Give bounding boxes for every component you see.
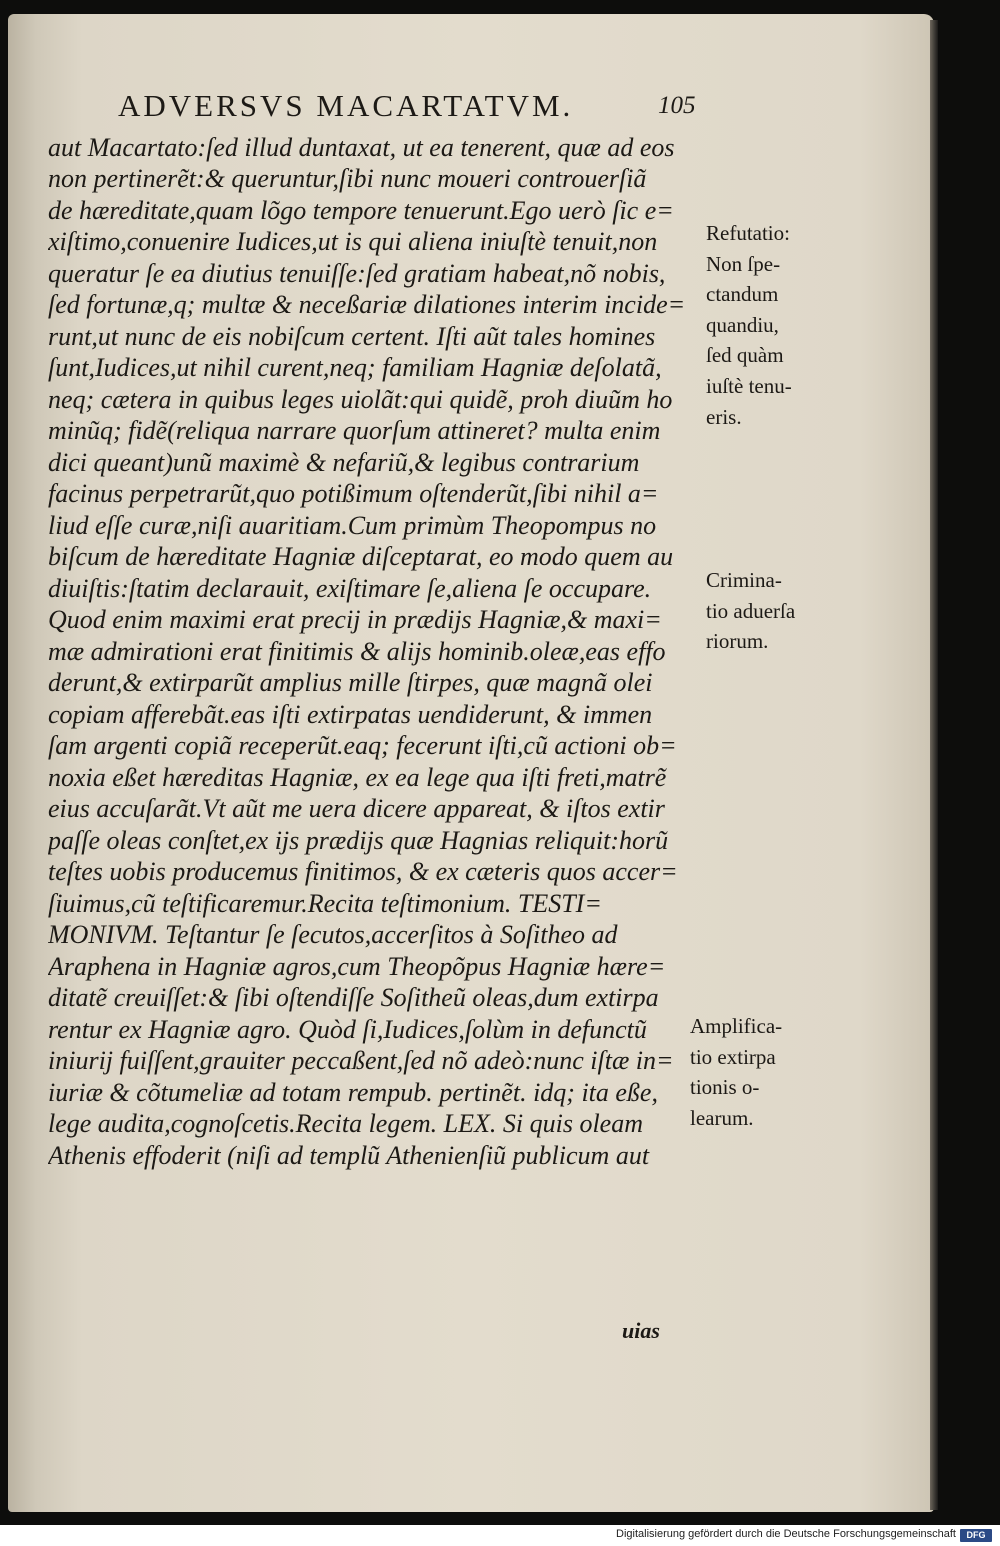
margin-note-line: tio extirpa [690,1044,776,1069]
margin-note-line: quandiu, [706,312,779,337]
text-line: ſed fortunæ,q; multæ & neceßariæ dilationes interim incide= [48,290,686,319]
margin-note-line: Refutatio: [706,221,790,245]
text-line: iniurij fuiſſent,grauiter peccaßent,ſed nõ adeò:nunc iſtæ in= [48,1046,674,1075]
text-line: ſam argenti copiã receperũt.eaq; fecerunt iſti,cũ actioni ob= [48,731,677,760]
margin-note-line: ctandum [706,282,779,307]
dfg-logo-icon[interactable]: DFG [960,1529,992,1542]
text-line: eius accuſarãt.Vt aũt me uera dicere appareat, & iſtos extir [48,794,665,823]
text-line: dici queant)unũ maximè & nefariũ,& legibus contrarium [48,448,640,477]
text-line: copiam afferebãt.eas iſti extirpatas uendiderunt, & immen [48,700,653,729]
text-line: minũq; fidẽ(reliqua narrare quorſum attineret? multa enim [48,416,661,445]
margin-note-line: Amplifica- [690,1014,783,1038]
margin-note-line: riorum. [706,629,769,654]
margin-note-line: Non ſpe- [706,251,781,276]
text-line: queratur ſe ea diutius tenuiſſe:ſed gratiam habeat,nõ nobis, [48,259,666,288]
page-number: 105 [658,92,696,119]
text-line: ſiuimus,cũ teſtificaremur.Recita teſtimonium. TESTI= [48,889,602,918]
text-line: MONIVM. Teſtantur ſe ſecutos,accerſitos à Soſitheo ad [48,920,618,949]
text-line: Araphena in Hagniæ agros,cum Theopõpus Hagniæ hære= [48,952,666,981]
text-line: derunt,& extirparũt amplius mille ſtirpes, quæ magnã olei [48,668,653,697]
text-line: Quod enim maximi erat precij in prædijs Hagniæ,& maxi= [48,605,662,634]
text-line: liud eſſe curæ,niſi auaritiam.Cum primùm Theopompus no [48,511,657,540]
text-line: de hæreditate,quam lõgo tempore tenuerunt.Ego uerò ſic e= [48,196,674,225]
margin-note-line: eris. [706,404,742,429]
text-line: mæ admirationi erat finitimis & alijs hominib.oleæ,eas effo [48,637,666,666]
text-line: ditatẽ creuiſſet:& ſibi oſtendiſſe Soſitheũ oleas,dum extirpa [48,983,659,1012]
text-line: noxia eßet hæreditas Hagniæ, ex ea lege qua iſti freti,matrẽ [48,763,667,792]
margin-note-line: learum. [690,1105,754,1130]
text-line: aut Macartato:ſed illud duntaxat, ut ea tenerent, quæ ad eos [48,133,675,162]
text-line: xiſtimo,conuenire Iudices,ut is qui aliena iniuſtè tenuit,non [48,227,658,256]
text-line: diuiſtis:ſtatim declarauit, exiſtimare ſe,aliena ſe occupare. [48,574,652,603]
margin-note-criminatio [706,565,828,657]
margin-note-refutatio [706,218,828,432]
text-line: iuriæ & cõtumeliæ ad totam rempub. pertinẽt. idq; ita eße, [48,1078,658,1107]
footer-bar [0,1525,1000,1546]
catchword: uias [622,1318,660,1343]
running-head: ADVERSVS MACARTATVM. [118,88,574,123]
text-line: facinus perpetrarũt,quo potißimum oſtenderũt,ſibi nihil a= [48,479,659,508]
page-edge-shadow [930,20,938,1510]
text-line: non pertinerẽt:& queruntur,ſibi nunc moueri controuerſiã [48,164,647,193]
text-line: ſunt,Iudices,ut nihil curent,neq; familiam Hagniæ deſolatã, [48,353,662,382]
margin-note-line: tio aduerſa [706,598,796,623]
text-line: Athenis effoderit (niſi ad templũ Athenienſiũ publicum aut [48,1141,650,1170]
text-line: biſcum de hæreditate Hagniæ diſceptarat, eo modo quem au [48,542,674,571]
text-line: runt,ut nunc de eis nobiſcum certent. Iſti aũt tales homines [48,322,656,351]
margin-note-line: ſed quàm [706,343,784,368]
margin-note-line: tionis o- [690,1075,760,1100]
text-line: neq; cætera in quibus leges uiolãt:qui quidẽ, proh diuũm ho [48,385,673,414]
funding-credit-link[interactable]: Digitalisierung gefördert durch die Deutsche Forschungsgemeinschaft [616,1528,956,1540]
text-line: lege audita,cognoſcetis.Recita legem. LEX. Si quis oleam [48,1109,643,1138]
margin-note-line: iuſtè tenu- [706,373,792,398]
margin-note-amplificatio [690,1011,812,1133]
margin-note-line: Crimina- [706,568,782,592]
text-line: teſtes uobis producemus finitimos, & ex cæteris quos accer= [48,857,678,886]
text-line: paſſe oleas conſtet,ex ijs prædijs quæ Hagnias reliquit:horũ [48,826,669,855]
text-line: rentur ex Hagniæ agro. Quòd ſi,Iudices,ſolùm in defunctũ [48,1015,647,1044]
